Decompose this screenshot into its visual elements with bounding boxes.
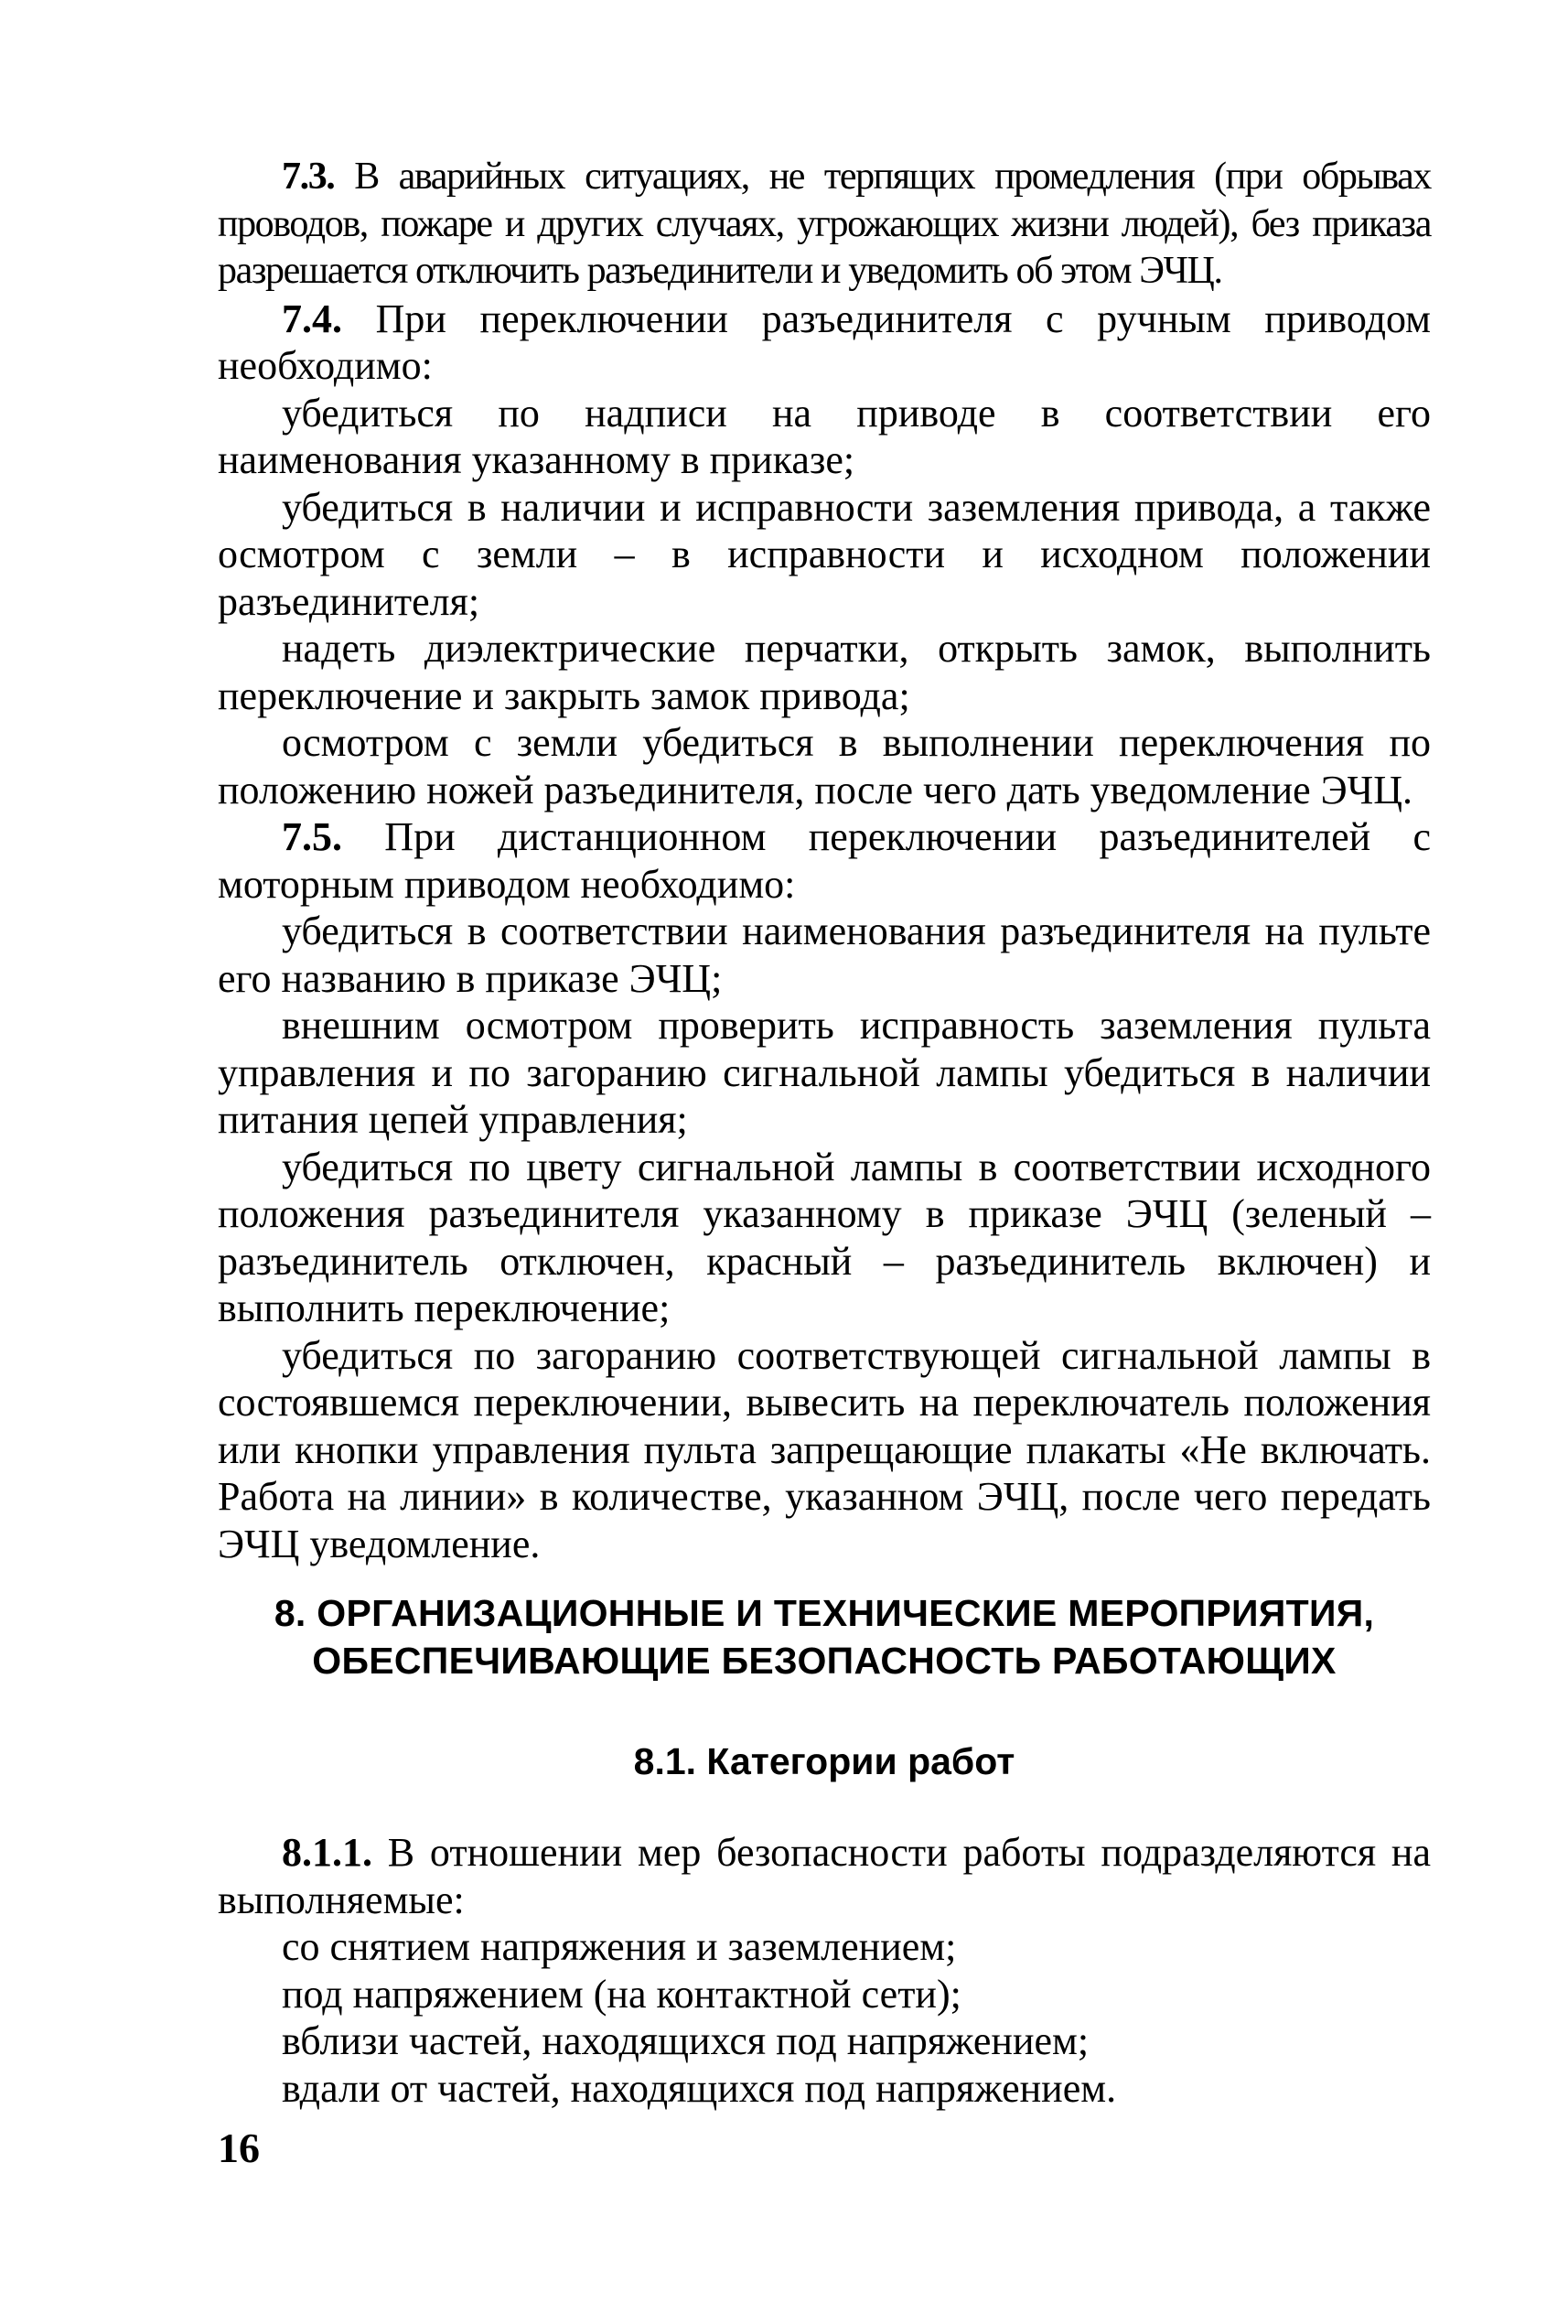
paragraph-8-1-1 [218,1829,1431,1923]
section-heading-line: 8. ОРГАНИЗАЦИОННЫЕ И ТЕХНИЧЕСКИЕ МЕРОПРИЯТИЯ, [274,1592,1375,1634]
list-item: убедиться в наличии и исправности заземления привода, а также осмотром с земли – в исправности и исходном положении разъединителя; [218,484,1431,624]
list-item: осмотром с земли убедиться в выполнении переключения по положению ножей разъединителя, после чего дать уведомление ЭЧЦ. [218,720,1431,812]
list-item: убедиться по цвету сигнальной лампы в соответствии исходного положения разъединителя указанному в приказе ЭЧЦ (зеленый – разъединитель отключен, красный – разъединитель включен) и выполнить переключение; [218,1144,1431,1330]
paragraph-text: В аварийных ситуациях, не терпящих промедления (при обрывах проводов, пожаре и других случаях, угрожающих жизни людей), без приказа разрешается отключить разъединители и уведомить об этом ЭЧЦ. [218,156,1431,292]
list-item: под напряжением (на контактной сети); [282,1971,961,2017]
list-item: убедиться по загоранию соответствующей сигнальной лампы в состоявшемся переключении, вывесить на переключатель положения или кнопки управления пульта запрещающие плакаты «Не включать. Работа на линии» в количестве, указанном ЭЧЦ, после чего передать ЭЧЦ уведомление. [218,1332,1431,1566]
list-item: убедиться по надписи на приводе в соответствии его наименования указанному в приказе; [218,390,1431,482]
paragraph-number: 7.5. [282,814,342,859]
list-item: со снятием напряжения и заземлением; [282,1924,957,1969]
section-7-text [218,154,1431,1567]
list-item: убедиться в соответствии наименования разъединителя на пульте его названию в приказе ЭЧЦ; [218,909,1431,1001]
section-8-1-text [218,1829,1431,2112]
subsection-heading: 8.1. Категории работ [633,1740,1015,1782]
section-heading-line: ОБЕСПЕЧИВАЮЩИЕ БЕЗОПАСНОСТЬ РАБОТАЮЩИХ [312,1640,1337,1682]
paragraph-text: В отношении мер безопасности работы подразделяются на выполняемые: [218,1830,1431,1922]
paragraph-number: 7.3. [282,156,335,198]
paragraph-number: 8.1.1. [282,1830,372,1875]
paragraph-7-4 [218,296,1431,390]
list-item: вблизи частей, находящихся под напряжением; [282,2018,1090,2063]
paragraph-text: При переключении разъединителя с ручным приводом необходимо: [218,296,1431,388]
page-number: 16 [218,2125,260,2171]
paragraph-7-3 [218,154,1431,296]
paragraph-text: При дистанционном переключении разъединителей с моторным приводом необходимо: [218,814,1431,907]
paragraph-number: 7.4. [282,296,342,341]
list-item: вдали от частей, находящихся под напряжением. [282,2065,1117,2111]
list-item: надеть диэлектрические перчатки, открыть замок, выполнить переключение и закрыть замок привода; [218,626,1431,718]
paragraph-7-5 [218,813,1431,908]
section-8-heading [218,1589,1431,1684]
list-item: внешним осмотром проверить исправность заземления пульта управления и по загоранию сигнальной лампы убедиться в наличии питания цепей управления; [218,1003,1431,1142]
